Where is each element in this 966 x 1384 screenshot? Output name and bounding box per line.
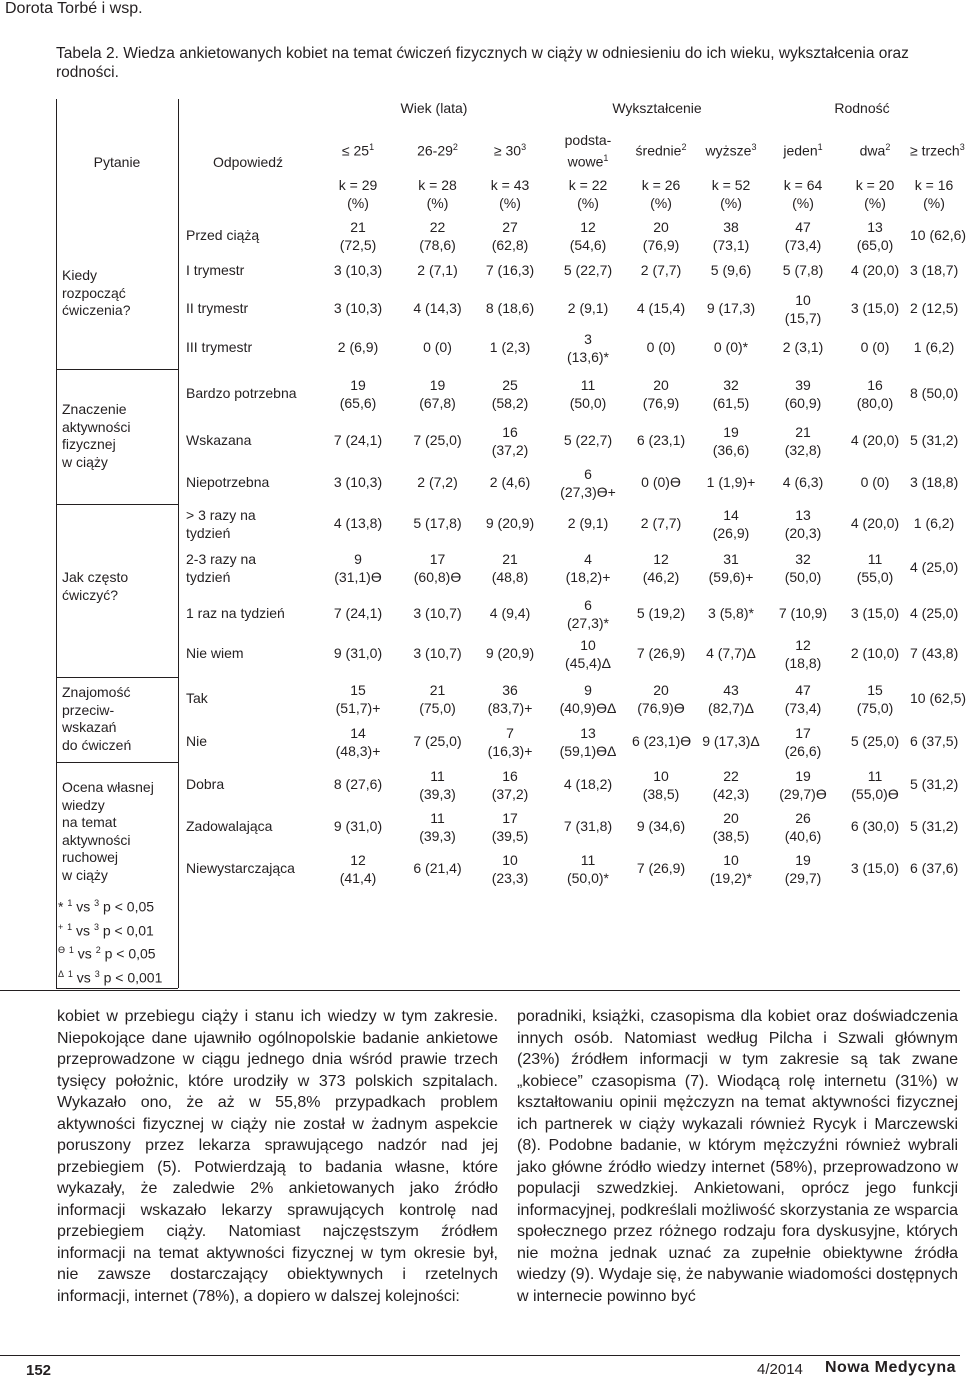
table-cell: 7 (25,0) — [413, 432, 462, 448]
sample-size-cell: k = 16 (%) — [914, 177, 954, 211]
table-cell: 3 (10,3) — [333, 300, 383, 316]
table-cell: 6 (23,1)ϴ — [632, 733, 692, 749]
table-cell: 4 (20,0) — [850, 432, 900, 448]
table-cell: 2 (7,2) — [417, 474, 458, 490]
answer-label: 2-3 razy na tydzień — [186, 551, 257, 585]
question-label: Ocena własnej wiedzy na temat aktywności ruchowej w ciąży — [62, 779, 154, 883]
question-separator — [56, 762, 178, 763]
column-header-sup: 2 — [452, 142, 458, 152]
table-cell: 7 (26,9) — [636, 645, 686, 661]
column-header — [840, 139, 910, 160]
table-cell: 3 (5,8)* — [708, 605, 754, 621]
question-label: Znaczenie aktywności fizycznej w ciąży — [62, 401, 131, 470]
table-cell: 20 (76,9) — [642, 219, 680, 253]
question-label: Kiedy rozpocząć ćwiczenia? — [62, 267, 131, 318]
table-cell: 11 (39,3) — [419, 810, 456, 844]
table-cell: 12 (46,2) — [642, 551, 680, 585]
sample-size-cell: k = 52 (%) — [711, 177, 751, 211]
table-cell: 36 (83,7)+ — [487, 682, 533, 716]
table-cell: 13 (59,1)ϴΔ — [559, 725, 617, 759]
answer-label: Nie — [186, 733, 208, 749]
table-cell: 10 (19,2)* — [709, 852, 753, 886]
table-cell: 15 (51,7)+ — [335, 682, 381, 716]
table-cell: 3 (15,0) — [850, 300, 900, 316]
table-cell: 5 (22,7) — [563, 432, 613, 448]
group-header: Wiek (lata) — [400, 100, 468, 116]
column-separator — [56, 99, 57, 988]
column-header-label: dwa — [859, 142, 886, 159]
table-cell: 47 (73,4) — [784, 682, 822, 716]
legend-item: + $^1$ vs $^3$ p < 0,01 — [58, 921, 154, 939]
table-cell: 6 (30,0) — [850, 818, 900, 834]
table-cell: 22 (78,6) — [419, 219, 456, 253]
table-cell: 6 (21,4) — [413, 860, 462, 876]
column-header-label: trzech — [921, 142, 960, 159]
table-cell: 3 (18,7) — [910, 262, 959, 278]
table-cell: 5 (9,6) — [710, 262, 752, 278]
table-cell: 11 (39,3) — [419, 768, 456, 802]
answer-label: > 3 razy na tydzień — [186, 507, 256, 541]
journal-name: Nowa Medycyna — [825, 1359, 956, 1376]
table-cell: 38 (73,1) — [712, 219, 750, 253]
table-cell: 2 (12,5) — [910, 300, 959, 316]
table-cell: 2 (7,7) — [640, 262, 682, 278]
table-cell: 3 (10,7) — [413, 645, 462, 661]
column-header-sup: 1 — [369, 142, 375, 152]
page-number: 152 — [26, 1362, 52, 1379]
table-cell: 10 (62,5) — [910, 690, 966, 706]
data-table — [56, 99, 966, 989]
column-header — [768, 139, 838, 160]
table-cell: 9 (31,0) — [333, 818, 383, 834]
table-cell: 8 (50,0) — [910, 385, 959, 401]
table-cell: 9 (31,1)ϴ — [334, 551, 382, 585]
table-cell: 2 (7,1) — [417, 262, 458, 278]
table-cell: 3 (10,3) — [333, 262, 383, 278]
column-header — [694, 139, 768, 160]
answer-label: Tak — [186, 690, 208, 706]
table-cell: 21 (72,5) — [339, 219, 377, 253]
table-cell: 5 (17,8) — [413, 515, 462, 531]
table-cell: 17 (26,6) — [784, 725, 822, 759]
answer-label: Nie wiem — [186, 645, 244, 661]
table-cell: 4 (18,2)+ — [565, 551, 611, 585]
table-cell: 2 (4,6) — [489, 474, 531, 490]
running-header: Dorota Torbé i wsp. — [5, 0, 143, 17]
table-cell: 21 (75,0) — [419, 682, 456, 716]
table-cell: 4 (18,2) — [563, 776, 613, 792]
table-cell: 2 (9,1) — [567, 300, 609, 316]
table-cell: 5 (31,2) — [910, 776, 959, 792]
table-cell: 13 (65,0) — [856, 219, 894, 253]
table-cell: 27 (62,8) — [491, 219, 529, 253]
answer-label: Zadowalająca — [186, 818, 273, 834]
column-header-label: podsta- wowe — [564, 132, 612, 170]
column-header-label: 25 — [353, 142, 370, 159]
table-cell: 3 (10,3) — [333, 474, 383, 490]
table-cell: 5 (7,8) — [782, 262, 824, 278]
table-cell: 0 (0)ϴ — [641, 474, 681, 490]
table-cell: 4 (6,3) — [782, 474, 824, 490]
table-cell: 4 (15,4) — [636, 300, 686, 316]
sample-size-cell: k = 29 (%) — [338, 177, 378, 211]
table-cell: 11 (50,0) — [569, 377, 607, 411]
column-header-label: jeden — [783, 142, 818, 159]
question-label: Znajomość przeciw- wskazań do ćwiczeń — [62, 684, 132, 753]
column-header — [547, 132, 629, 171]
table-cell: 9 (31,0) — [333, 645, 383, 661]
table-cell: 12 (41,4) — [339, 852, 377, 886]
table-cell: 19 (29,7)ϴ — [779, 768, 827, 802]
table-cell: 5 (31,2) — [910, 818, 959, 834]
table-cell: 7 (16,3) — [485, 262, 535, 278]
group-header: Pytanie — [93, 154, 141, 170]
column-header-label: 30 — [505, 142, 522, 159]
sample-size-cell: k = 28 (%) — [418, 177, 457, 211]
table-cell: 19 (36,6) — [712, 424, 750, 458]
table-cell: 2 (3,1) — [782, 339, 824, 355]
question-separator — [56, 677, 178, 678]
column-header — [632, 139, 690, 160]
table-cell: 32 (61,5) — [712, 377, 750, 411]
table-cell: 9 (17,3)Δ — [702, 733, 760, 749]
sample-size-cell: k = 20 (%) — [855, 177, 895, 211]
table-cell: 6 (23,1) — [636, 432, 686, 448]
table-cell: 8 (18,6) — [485, 300, 535, 316]
column-header-sup: 2 — [885, 142, 891, 152]
column-header-sup: 1 — [817, 142, 823, 152]
table-cell: 3 (15,0) — [850, 605, 900, 621]
column-header: ≥ $30^3$ — [493, 142, 527, 159]
table-cell: 3 (13,6)* — [566, 331, 610, 365]
table-cell: 0 (0)* — [713, 339, 749, 355]
table-cell: 15 (75,0) — [856, 682, 894, 716]
table-cell: 1 (1,9)+ — [706, 474, 756, 490]
table-cell: 12 (54,6) — [569, 219, 607, 253]
body-text-left: kobiet w przebiegu ciąży i stanu ich wiedzy w tym zakresie. Niepokojące dane ujawniło ogólnopolskie badanie ankietowe przeprowadzone w ciągu jednego dnia wśród prawie trzech tysięcy położnic, które urodziły w 373 polskich szpitalach. Wykazało ono, że aż w 55,8% przypadkach problem aktywności fizycznej w ciąży nie został w żadnym aspekcie poruszony przez lekarza sprawującego nadzór nad jej przebiegiem (5). Potwierdzają to badania własne, które wykazały, że zaledwie 2% ankietowanych jako źródło informacji wskazało lekarzy sprawujących kontrolę nad przebiegiem ciąży. Natomiast najczęstszym źródłem informacji na temat aktywności fizycznej w tym okresie był, nie zawsze dostarczający obiektywnych i rzetelnych informacji, internet (78%), a dopiero w dalszej kolejności: — [57, 1008, 498, 1305]
table-cell: 0 (0) — [423, 339, 452, 355]
legend-item: $^ϴ$ $^1$ vs $^2$ p < 0,05 — [58, 945, 156, 962]
table-cell: 16 (37,2) — [491, 424, 529, 458]
column-header-label: średnie — [635, 142, 682, 159]
footer-divider — [0, 1355, 960, 1356]
column-header-label: 26-29 — [417, 142, 453, 159]
answer-label: Niewystarczająca — [186, 860, 295, 876]
table-cell: 19 (29,7) — [784, 852, 822, 886]
table-cell: 4 (7,7)Δ — [706, 645, 756, 661]
table-cell: 10 (45,4)Δ — [565, 637, 611, 671]
table-cell: 5 (22,7) — [563, 262, 613, 278]
column-header-sup: 3 — [959, 142, 965, 152]
answer-label: III trymestr — [186, 339, 253, 355]
sample-size-cell: k = 43 (%) — [490, 177, 530, 211]
table-cell: 14 (48,3)+ — [335, 725, 381, 759]
table-cell: 6 (37,6) — [910, 860, 959, 876]
sample-size-cell: k = 64 (%) — [783, 177, 823, 211]
sample-size-cell: k = 26 (%) — [641, 177, 681, 211]
table-cell: 5 (31,2) — [910, 432, 959, 448]
table-cell: 1 (6,2) — [913, 515, 955, 531]
table-cell: 5 (19,2) — [636, 605, 686, 621]
table-cell: 21 (32,8) — [784, 424, 822, 458]
group-header: Wykształcenie — [612, 100, 702, 116]
table-cell: 2 (7,7) — [640, 515, 682, 531]
table-cell: 11 (50,0)* — [566, 852, 610, 886]
table-cell: 4 (25,0) — [910, 559, 959, 575]
answer-label: II trymestr — [186, 300, 249, 316]
table-cell: 20 (76,9)ϴ — [637, 682, 685, 716]
table-cell: 10 (23,3) — [491, 852, 529, 886]
column-separator — [178, 99, 179, 988]
column-header-sup: 3 — [751, 142, 757, 152]
table-cell: 11 (55,0)ϴ — [851, 768, 899, 802]
table-cell: 22 (42,3) — [712, 768, 750, 802]
answer-label: Niepotrzebna — [186, 474, 270, 490]
table-cell: 4 (13,8) — [333, 515, 383, 531]
table-cell: 8 (27,6) — [333, 776, 383, 792]
table-cell: 17 (39,5) — [491, 810, 529, 844]
table-cell: 12 (18,8) — [784, 637, 822, 671]
table-cell: 4 (14,3) — [413, 300, 462, 316]
group-header: Rodność — [834, 100, 890, 116]
table-cell: 7 (16,3)+ — [487, 725, 533, 759]
table-cell: 17 (60,8)ϴ — [413, 551, 462, 585]
table-cell: 6 (27,3)* — [566, 597, 610, 631]
table-cell: 3 (10,7) — [413, 605, 462, 621]
answer-label: Przed ciążą — [186, 227, 260, 243]
table-cell: 16 (37,2) — [491, 768, 529, 802]
issue-label: 4/2014 — [757, 1361, 803, 1378]
question-label: Jak często ćwiczyć? — [62, 569, 129, 603]
answer-label: I trymestr — [186, 262, 245, 278]
section-divider — [0, 990, 960, 991]
column-header-sup: 3 — [521, 142, 527, 152]
table-cell: 2 (10,0) — [850, 645, 900, 661]
column-header — [400, 139, 475, 160]
answer-label: Bardzo potrzebna — [186, 385, 297, 401]
table-cell: 21 (48,8) — [491, 551, 529, 585]
table-cell: 0 (0) — [860, 474, 890, 490]
table-cell: 9 (40,9)ϴΔ — [559, 682, 617, 716]
table-cell: 7 (25,0) — [413, 733, 462, 749]
table-cell: 7 (24,1) — [333, 432, 383, 448]
column-header-label: wyższe — [705, 142, 752, 159]
table-cell: 20 (38,5) — [712, 810, 750, 844]
table-cell: 26 (40,6) — [784, 810, 822, 844]
legend-item: * $^1$ vs $^3$ p < 0,05 — [58, 898, 155, 915]
group-header: Odpowiedź — [212, 154, 284, 170]
question-separator — [56, 504, 178, 505]
table-bottom-border — [56, 988, 178, 989]
table-cell: 0 (0) — [860, 339, 890, 355]
table-cell: 1 (2,3) — [489, 339, 531, 355]
table-cell: 7 (24,1) — [333, 605, 383, 621]
table-cell: 4 (9,4) — [489, 605, 531, 621]
answer-label: Dobra — [186, 776, 225, 792]
table-cell: 10 (62,6) — [910, 227, 966, 243]
table-cell: 5 (25,0) — [850, 733, 900, 749]
table-cell: 7 (43,8) — [910, 645, 959, 661]
table-cell: 43 (82,7)Δ — [708, 682, 754, 716]
table-cell: 9 (17,3) — [706, 300, 756, 316]
table-cell: 4 (20,0) — [850, 262, 900, 278]
significance-legend — [58, 893, 162, 988]
table-cell: 9 (34,6) — [636, 818, 686, 834]
table-cell: 3 (15,0) — [850, 860, 900, 876]
column-header-sup: 1 — [603, 152, 609, 163]
column-header: ≤ $25^1$ — [341, 142, 375, 159]
table-cell: 19 (65,6) — [339, 377, 377, 411]
table-cell: 16 (80,0) — [856, 377, 894, 411]
table-cell: 19 (67,8) — [419, 377, 456, 411]
table-cell: 47 (73,4) — [784, 219, 822, 253]
table-cell: 31 (59,6)+ — [708, 551, 754, 585]
table-cell: 9 (20,9) — [485, 645, 535, 661]
table-cell: 25 (58,2) — [491, 377, 529, 411]
table-cell: 20 (76,9) — [642, 377, 680, 411]
table-cell: 10 (15,7) — [784, 292, 822, 326]
table-cell: 11 (55,0) — [856, 551, 894, 585]
table-cell: 2 (6,9) — [337, 339, 379, 355]
table-cell: 9 (20,9) — [485, 515, 535, 531]
table-cell: 4 (20,0) — [850, 515, 900, 531]
table-cell: 7 (10,9) — [778, 605, 828, 621]
body-text-right: poradniki, książki, czasopisma dla kobiet oraz doświadczenia innych osób. Natomiast według Pilcha i Szwali głównym (23%) źródłem informacji w tym zakresie są tak zwane „kobiece” czasopisma (7). Wiodącą rolę internetu (31%) w kształtowaniu opinii mężczyzn na temat aktywności fizycznej ich partnerek w ciąży wykazali również Rycyk i Marczewski (8). Podobne badanie, w którym mężczyźni również wybrali jako główne źródło wiedzy internet (58%), przeprowadzono w populacji szwedzkiej. Ankietowani, oprócz jego funkcji informacyjnej, podkreślali możliwość skorzystania ze wsparcia społecznego przez różnego rodzaju fora dyskusyjne, których nie można jednak uznać za zupełnie obiektywne źródła wiedzy (9). Wydaje się, że nabywanie wiadomości dostępnych w internecie powinno być — [517, 1008, 958, 1305]
column-header-sup: 2 — [681, 142, 687, 152]
table-cell: 7 (26,9) — [636, 860, 686, 876]
answer-label: 1 raz na tydzień — [186, 605, 285, 621]
table-cell: 4 (25,0) — [910, 605, 959, 621]
table-cell: 2 (9,1) — [567, 515, 609, 531]
sample-size-cell: k = 22 (%) — [568, 177, 608, 211]
table-cell: 32 (50,0) — [784, 551, 822, 585]
question-separator — [56, 369, 178, 370]
table-cell: 0 (0) — [646, 339, 676, 355]
table-cell: 13 (20,3) — [784, 507, 822, 541]
table-cell: 6 (37,5) — [910, 733, 959, 749]
table-cell: 6 (27,3)ϴ+ — [560, 466, 616, 500]
table-cell: 3 (18,8) — [910, 474, 959, 490]
table-cell: 10 (38,5) — [642, 768, 680, 802]
table-cell: 39 (60,9) — [784, 377, 822, 411]
answer-label: Wskazana — [186, 432, 252, 448]
table-cell: 1 (6,2) — [913, 339, 955, 355]
table-cell: 14 (26,9) — [712, 507, 750, 541]
table-caption: Tabela 2. Wiedza ankietowanych kobiet na temat ćwiczeń fizycznych w ciąży w odniesieniu do ich wieku, wykształcenia oraz rodności. — [56, 45, 909, 81]
table-cell: 7 (31,8) — [563, 818, 613, 834]
legend-item: $^\Delta$ $^1$ vs $^3$ p < 0,001 — [58, 968, 163, 986]
column-header: ≥ trzech$^3$ — [910, 142, 965, 159]
